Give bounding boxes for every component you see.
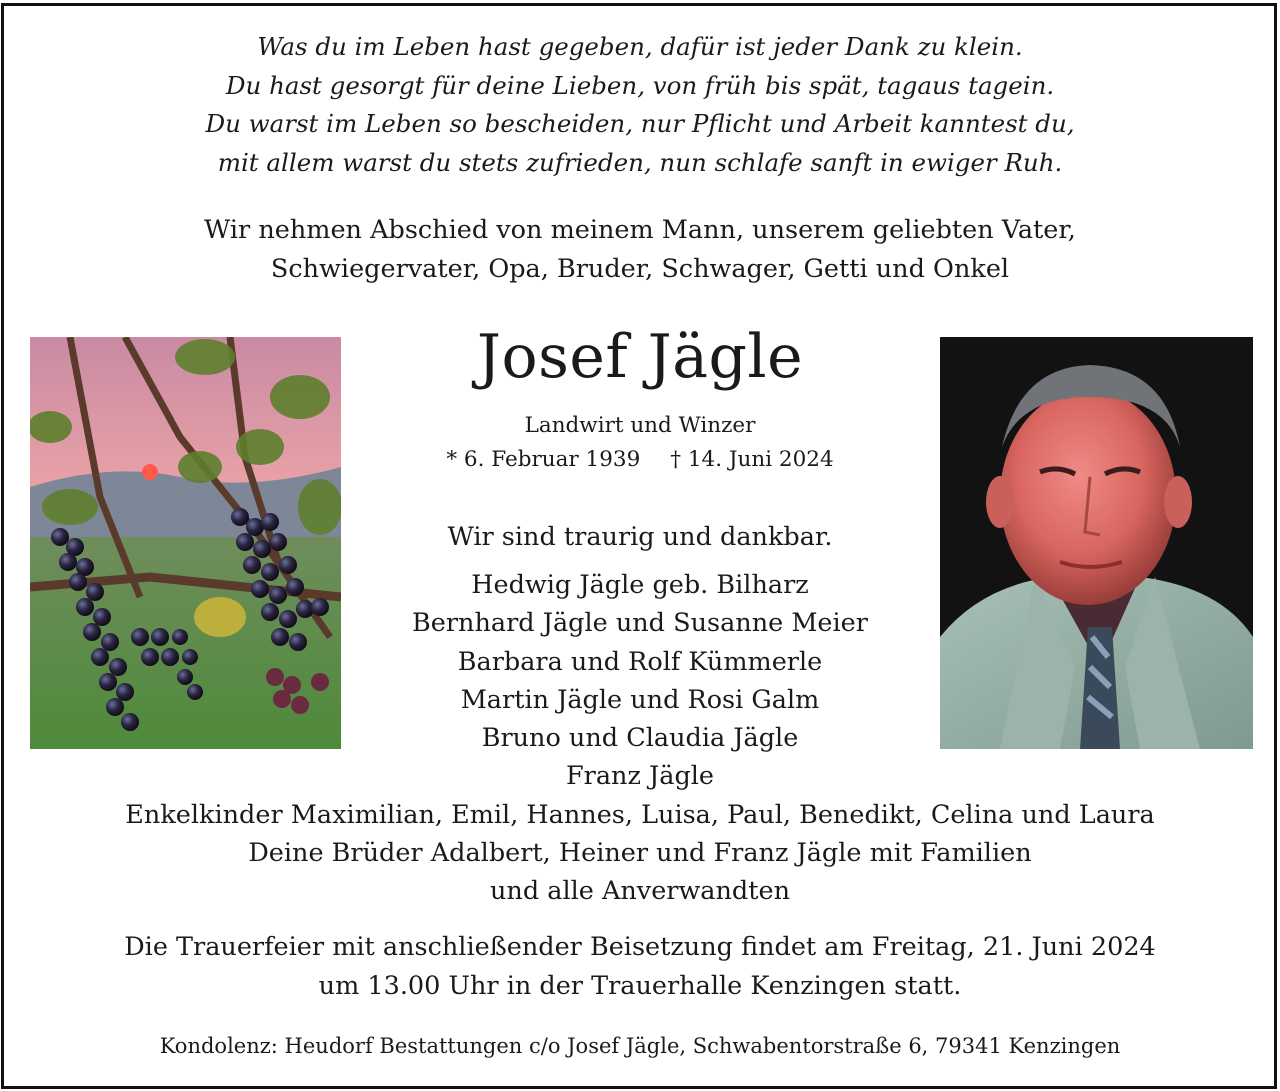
life-dates bbox=[0, 443, 1280, 477]
family-member: Hedwig Jägle geb. Bilharz bbox=[471, 570, 809, 600]
intro-line: Wir nehmen Abschied von meinem Mann, unserem geliebten Vater, bbox=[204, 215, 1076, 245]
deceased-profession: Landwirt und Winzer bbox=[524, 413, 756, 438]
poem-line: Was du im Leben hast gegeben, dafür ist jeder Dank zu klein. bbox=[257, 32, 1023, 61]
service-line: um 13.00 Uhr in der Trauerhalle Kenzingen statt. bbox=[318, 970, 962, 1001]
family-member: Franz Jägle bbox=[565, 761, 715, 792]
intro-line: Schwiegervater, Opa, Bruder, Schwager, Getti und Onkel bbox=[270, 254, 1010, 284]
family-list bbox=[0, 566, 1280, 911]
family-member: Enkelkinder Maximilian, Emil, Hannes, Luisa, Paul, Benedikt, Celina und Laura bbox=[125, 799, 1155, 830]
service-line: Die Trauerfeier mit anschließender Beisetzung findet am Freitag, 21. Juni 2024 bbox=[124, 932, 1156, 962]
condolence-address: Kondolenz: Heudorf Bestattungen c/o Josef Jägle, Schwabentorstraße 6, 79341 Kenzingen bbox=[159, 1034, 1121, 1058]
death-date: † 14. Juni 2024 bbox=[670, 447, 834, 472]
family-member: Bernhard Jägle und Susanne Meier bbox=[412, 608, 868, 639]
mourning-statement: Wir sind traurig und dankbar. bbox=[447, 522, 833, 552]
poem bbox=[0, 28, 1280, 182]
family-member: und alle Anverwandten bbox=[489, 876, 791, 907]
poem-line: Du warst im Leben so bescheiden, nur Pflicht und Arbeit kanntest du, bbox=[205, 109, 1075, 138]
family-member: Deine Brüder Adalbert, Heiner und Franz Jägle mit Familien bbox=[248, 838, 1032, 869]
poem-line: mit allem warst du stets zufrieden, nun schlafe sanft in ewiger Ruh. bbox=[217, 147, 1063, 177]
family-member: Barbara und Rolf Kümmerle bbox=[457, 646, 823, 677]
funeral-service bbox=[0, 928, 1280, 1005]
family-member: Martin Jägle und Rosi Galm bbox=[460, 684, 820, 715]
farewell-intro bbox=[0, 211, 1280, 289]
family-member: Bruno und Claudia Jägle bbox=[481, 723, 799, 754]
poem-line: Du hast gesorgt für deine Lieben, von früh bis spät, tagaus tagein. bbox=[225, 70, 1055, 100]
birth-date: * 6. Februar 1939 bbox=[446, 447, 641, 472]
deceased-name: Josef Jägle bbox=[476, 322, 804, 392]
